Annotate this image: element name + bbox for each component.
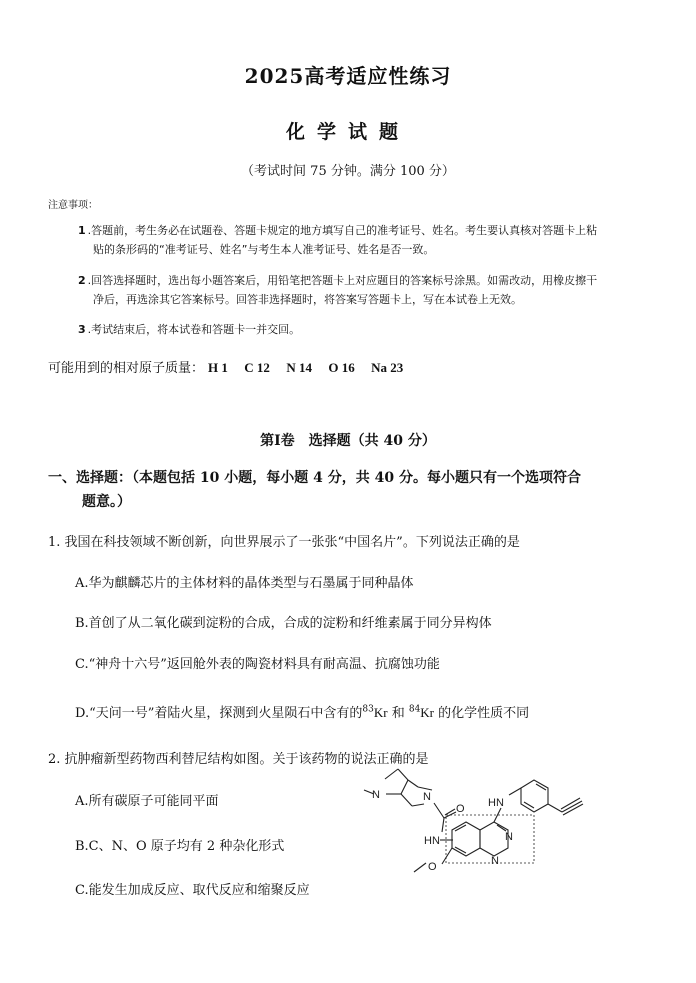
notice-item-3 [78,320,300,340]
atomic-masses-label: 可能用到的相对原子质量： [48,361,205,376]
question-1-option-b: B.首创了从二氧化碳到淀粉的合成，合成的淀粉和纤维素属于同分异构体 [75,616,492,631]
exam-title: 2025高考适应性练习 [244,64,452,88]
atom-label: O [456,803,465,815]
phenyl-ring [521,780,548,812]
atomic-mass: O 16 [328,360,355,375]
quinazoline-core [452,822,508,856]
atomic-masses-line [48,357,403,376]
atomic-mass: H 1 [208,360,228,375]
atom-label: N [372,789,380,801]
pyrrolidine-ring-left [385,769,408,794]
option-d-suffix: 的化学性质不同 [434,706,530,721]
notice-item-1 [78,221,597,241]
atom-label: O [428,861,437,873]
atom-label: N [491,855,499,867]
atomic-mass: Na 23 [371,360,404,375]
part-heading-cont: 题意。） [82,494,131,510]
highlight-box [446,815,534,863]
carbonyl-bond [434,803,444,818]
notice-item-number: 1 [78,224,86,237]
question-1-option-a: A.华为麒麟芯片的主体材料的晶体类型与石墨属于同种晶体 [75,576,414,591]
notice-heading: 注意事项： [48,200,98,211]
question-2-option-c: C.能发生加成反应、取代反应和缩聚反应 [75,883,310,898]
notice-item-text: .回答选择题时，选出每小题答案后，用铅笔把答题卡上对应题目的答案标号涂黑。如需改动，用橡皮擦干 [87,274,598,287]
notice-item-text: .考试结束后，将本试卷和答题卡一并交回。 [87,323,301,336]
isotope-mass-number: 84 [408,704,421,715]
atomic-mass: C 12 [244,360,270,375]
time-note: （考试时间 75 分钟。满分 100 分） [241,164,455,179]
molecular-structure-diagram [356,760,596,900]
notice-item-number: 2 [78,274,86,287]
question-2-option-b: B.C、N、O 原子均有 2 种杂化形式 [75,839,285,854]
ethynyl-group [548,798,583,815]
option-d-mid: 和 [387,706,405,721]
notice-item-1-cont: 贴的条形码的“准考证号、姓名”与考生本人准考证号、姓名是否一致。 [93,243,435,256]
subject-title: 化学试题 [285,121,410,143]
question-1-option-d [75,702,529,721]
notice-item-number: 3 [78,323,86,336]
option-d-prefix: D.“天问一号”着陆火星，探测到火星陨石中含有的 [75,706,363,721]
atom-label: N [505,831,513,843]
question-2-stem: 2. 抗肿瘤新型药物西利替尼结构如图。关于该药物的说法正确的是 [48,752,429,767]
isotope-symbol: Kr [420,705,435,720]
part-heading: 一、选择题：（本题包括 10 小题，每小题 4 分，共 40 分。每小题只有一个选项符合 [48,470,581,486]
question-2-option-a: A.所有碳原子可能同平面 [75,794,219,809]
notice-item-2-cont: 净后，再选涂其它答案标号。回答非选择题时，将答案写答题卡上，写在本试卷上无效。 [93,293,522,306]
atomic-mass: N 14 [286,360,312,375]
question-1-option-c: C.“神舟十六号”返回舱外表的陶瓷材料具有耐高温、抗腐蚀功能 [75,657,440,672]
atom-label: N [423,791,431,803]
atom-label: HN [488,797,504,809]
question-1-stem: 1. 我国在科技领域不断创新，向世界展示了一张张“中国名片”。下列说法正确的是 [48,535,520,550]
section-title: 第Ⅰ卷 选择题（共 40 分） [260,433,436,449]
isotope-symbol: Kr [373,705,388,720]
notice-item-2 [78,271,597,291]
isotope-mass-number: 83 [362,704,374,715]
notice-item-text: .答题前，考生务必在试题卷、答题卡规定的地方填写自己的准考证号、姓名。考生要认真核对答题卡上粘 [87,224,598,237]
atom-label: HN [424,835,440,847]
